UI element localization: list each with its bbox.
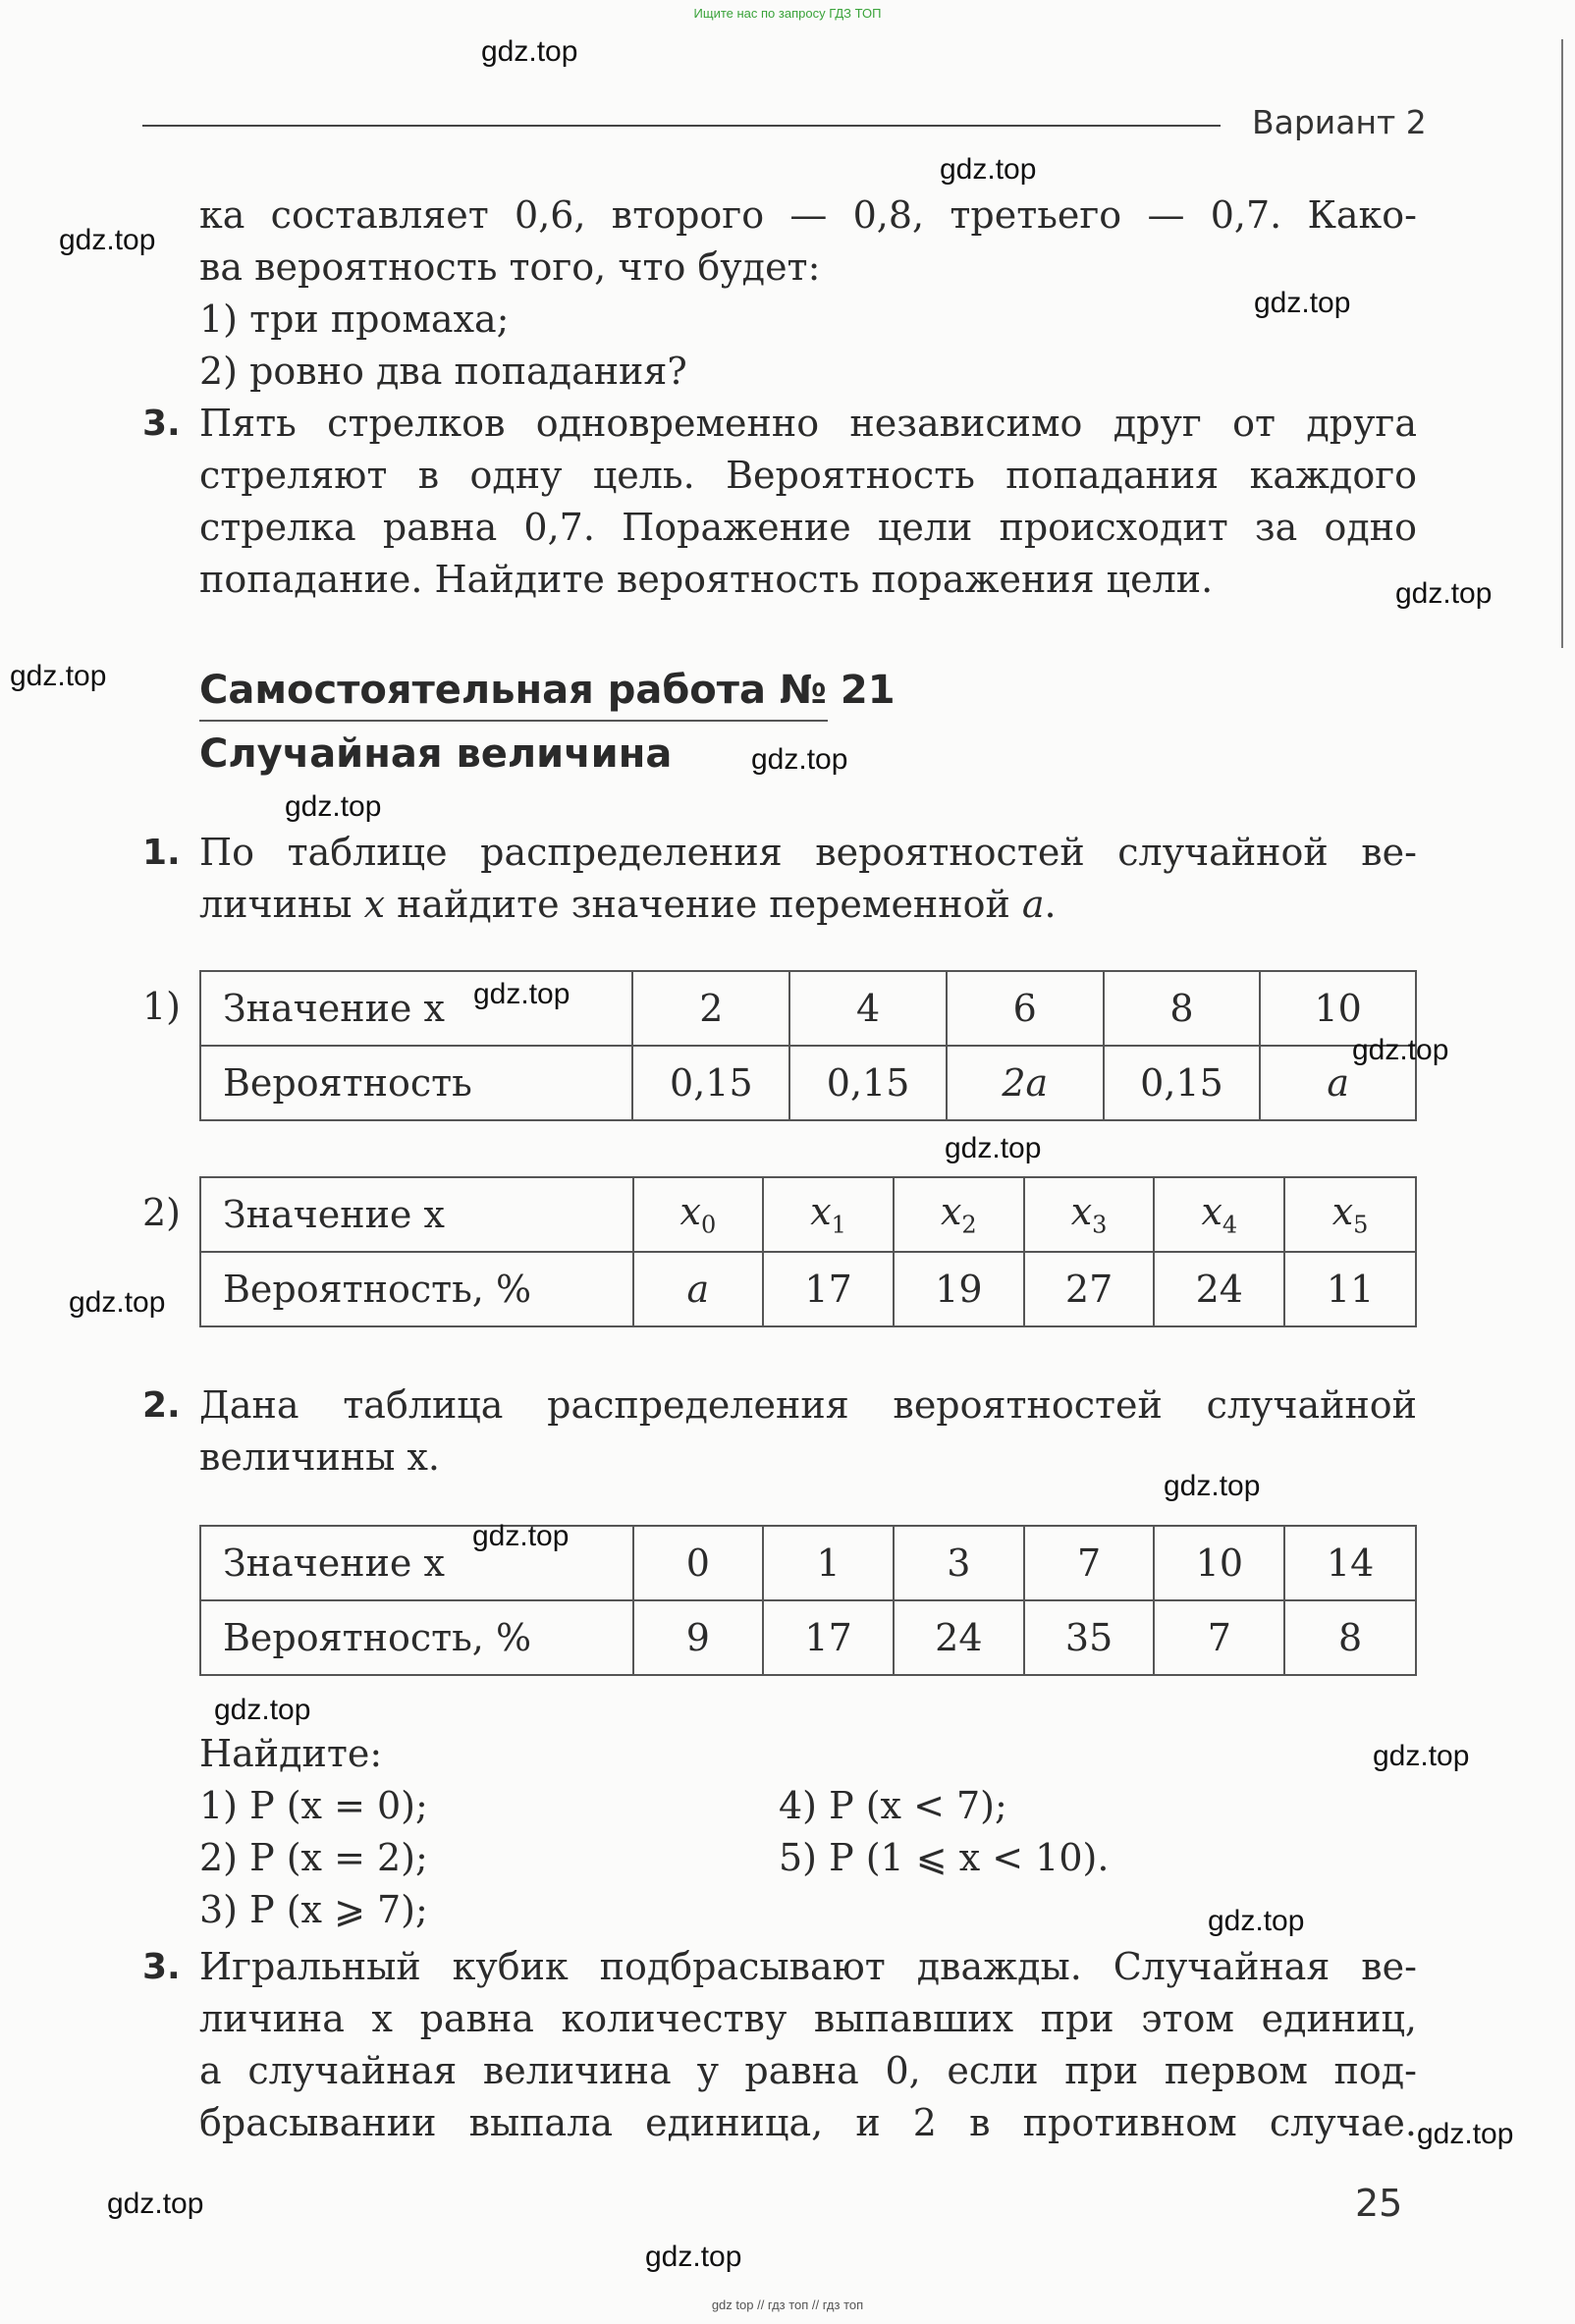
table-row [200,1046,1416,1120]
watermark: gdz.top [1417,2118,1514,2150]
table-cell: 27 [1024,1252,1155,1326]
table-row [200,1526,1416,1600]
watermark: gdz.top [285,790,382,823]
answer-item: 3) P (x ⩾ 7); [199,1888,428,1931]
bottom-banner: gdz top // гдз топ // гдз топ [711,2297,864,2312]
table-cell: 17 [763,1252,894,1326]
header-rule [142,125,1221,127]
table-cell: 6 [947,971,1104,1046]
table-cell: $x_4$ [1154,1177,1284,1252]
table-cell: 24 [1154,1252,1284,1326]
distribution-table-1 [199,970,1417,1121]
table-cell: 9 [633,1600,764,1675]
text-line: а случайная величина y равна 0, если при первом под- [199,2049,1417,2092]
table-cell: 24 [894,1600,1024,1675]
table-header-cell: Значение x [200,1177,633,1252]
table-row [200,1177,1416,1252]
table-cell: 10 [1154,1526,1284,1600]
table-cell: 0,15 [789,1046,947,1120]
table-row [200,1252,1416,1326]
distribution-table-2 [199,1176,1417,1327]
text-line: 1) три промаха; [199,297,510,341]
watermark: gdz.top [107,2188,204,2220]
page-edge-line [1561,39,1563,648]
text-line: попадание. Найдите вероятность поражения цели. [199,558,1214,601]
watermark: gdz.top [940,153,1037,186]
table-cell: 0,15 [1104,1046,1261,1120]
section-subtitle: Случайная величина [199,731,673,777]
section-title-rule [199,720,828,722]
text-line: Дана таблица распределения вероятностей случайной [199,1383,1417,1427]
text-line: величины x. [199,1435,440,1479]
watermark: gdz.top [1254,287,1351,319]
table-header-cell: Значение x [200,971,632,1046]
watermark: gdz.top [10,660,107,692]
table-cell: 35 [1024,1600,1155,1675]
task-number: 3. [142,404,181,444]
table-header-cell: Вероятность, % [200,1600,633,1675]
table-cell: 4 [789,971,947,1046]
text-line: ва вероятность того, что будет: [199,245,821,289]
table-cell: 2 [632,971,789,1046]
table-cell: 3 [894,1526,1024,1600]
table-cell: 11 [1284,1252,1416,1326]
text-line: По таблице распределения вероятностей случайной ве- [199,831,1417,874]
table-cell: 7 [1154,1600,1284,1675]
variant-label: Вариант 2 [1252,103,1427,141]
table-header-cell: Вероятность, % [200,1252,633,1326]
table-label: 2) [142,1191,182,1234]
table-cell: 0 [633,1526,764,1600]
watermark: gdz.top [1395,577,1493,610]
table-cell: $x_5$ [1284,1177,1416,1252]
task-number: 2. [142,1385,181,1426]
text-line: Пять стрелков одновременно независимо друг от друга [199,402,1417,445]
distribution-table-3 [199,1525,1417,1676]
watermark: gdz.top [945,1132,1042,1164]
page-number: 25 [1355,2182,1403,2225]
text-line: стрелка равна 0,7. Поражение цели происходит за одно [199,506,1417,549]
table-cell: a [633,1252,764,1326]
watermark: gdz.top [1373,1740,1470,1772]
table-cell: $x_3$ [1024,1177,1155,1252]
table-cell: $x_0$ [633,1177,764,1252]
top-banner: Ищите нас по запросу ГДЗ ТОП [693,6,882,21]
watermark: gdz.top [481,35,578,68]
table-row [200,971,1416,1046]
find-label: Найдите: [199,1732,383,1775]
table-header-cell: Значение x [200,1526,633,1600]
watermark: gdz.top [473,978,570,1010]
watermark: gdz.top [69,1286,166,1319]
task-number: 1. [142,833,181,873]
table-cell: 8 [1284,1600,1416,1675]
answer-item: 5) P (1 ⩽ x < 10). [779,1836,1110,1879]
table-cell: 2a [947,1046,1104,1120]
text-line: личины x найдите значение переменной a. [199,883,1057,926]
answer-item: 4) P (x < 7); [779,1784,1007,1827]
table-cell: 0,15 [632,1046,789,1120]
text-line: стреляют в одну цель. Вероятность попадания каждого [199,454,1417,497]
watermark: gdz.top [1164,1470,1261,1502]
text-line: ка составляет 0,6, второго — 0,8, третьего — 0,7. Како- [199,193,1417,237]
watermark: gdz.top [1352,1034,1449,1066]
table-cell: 17 [763,1600,894,1675]
table-cell: 8 [1104,971,1261,1046]
task-number: 3. [142,1947,181,1987]
table-row [200,1600,1416,1675]
text-line: брасывании выпала единица, и 2 в противном случае. [199,2101,1417,2144]
table-cell: 19 [894,1252,1024,1326]
answer-item: 2) P (x = 2); [199,1836,428,1879]
table-cell: a [1260,1046,1416,1120]
watermark: gdz.top [751,743,848,776]
watermark: gdz.top [645,2241,742,2273]
table-cell: 1 [763,1526,894,1600]
table-header-cell: Вероятность [200,1046,632,1120]
table-cell: 7 [1024,1526,1155,1600]
watermark: gdz.top [1208,1905,1305,1937]
answer-item: 1) P (x = 0); [199,1784,428,1827]
text-line: личина x равна количеству выпавших при этом единиц, [199,1997,1417,2040]
watermark: gdz.top [59,224,156,256]
watermark: gdz.top [214,1694,311,1726]
table-cell: $x_1$ [763,1177,894,1252]
table-cell: 14 [1284,1526,1416,1600]
table-cell: $x_2$ [894,1177,1024,1252]
text-line: Игральный кубик подбрасывают дважды. Случайная ве- [199,1945,1417,1988]
text-line: 2) ровно два попадания? [199,350,687,393]
table-cell: 10 [1260,971,1416,1046]
watermark: gdz.top [472,1520,570,1552]
section-title: Самостоятельная работа № 21 [199,668,896,713]
table-label: 1) [142,985,182,1028]
